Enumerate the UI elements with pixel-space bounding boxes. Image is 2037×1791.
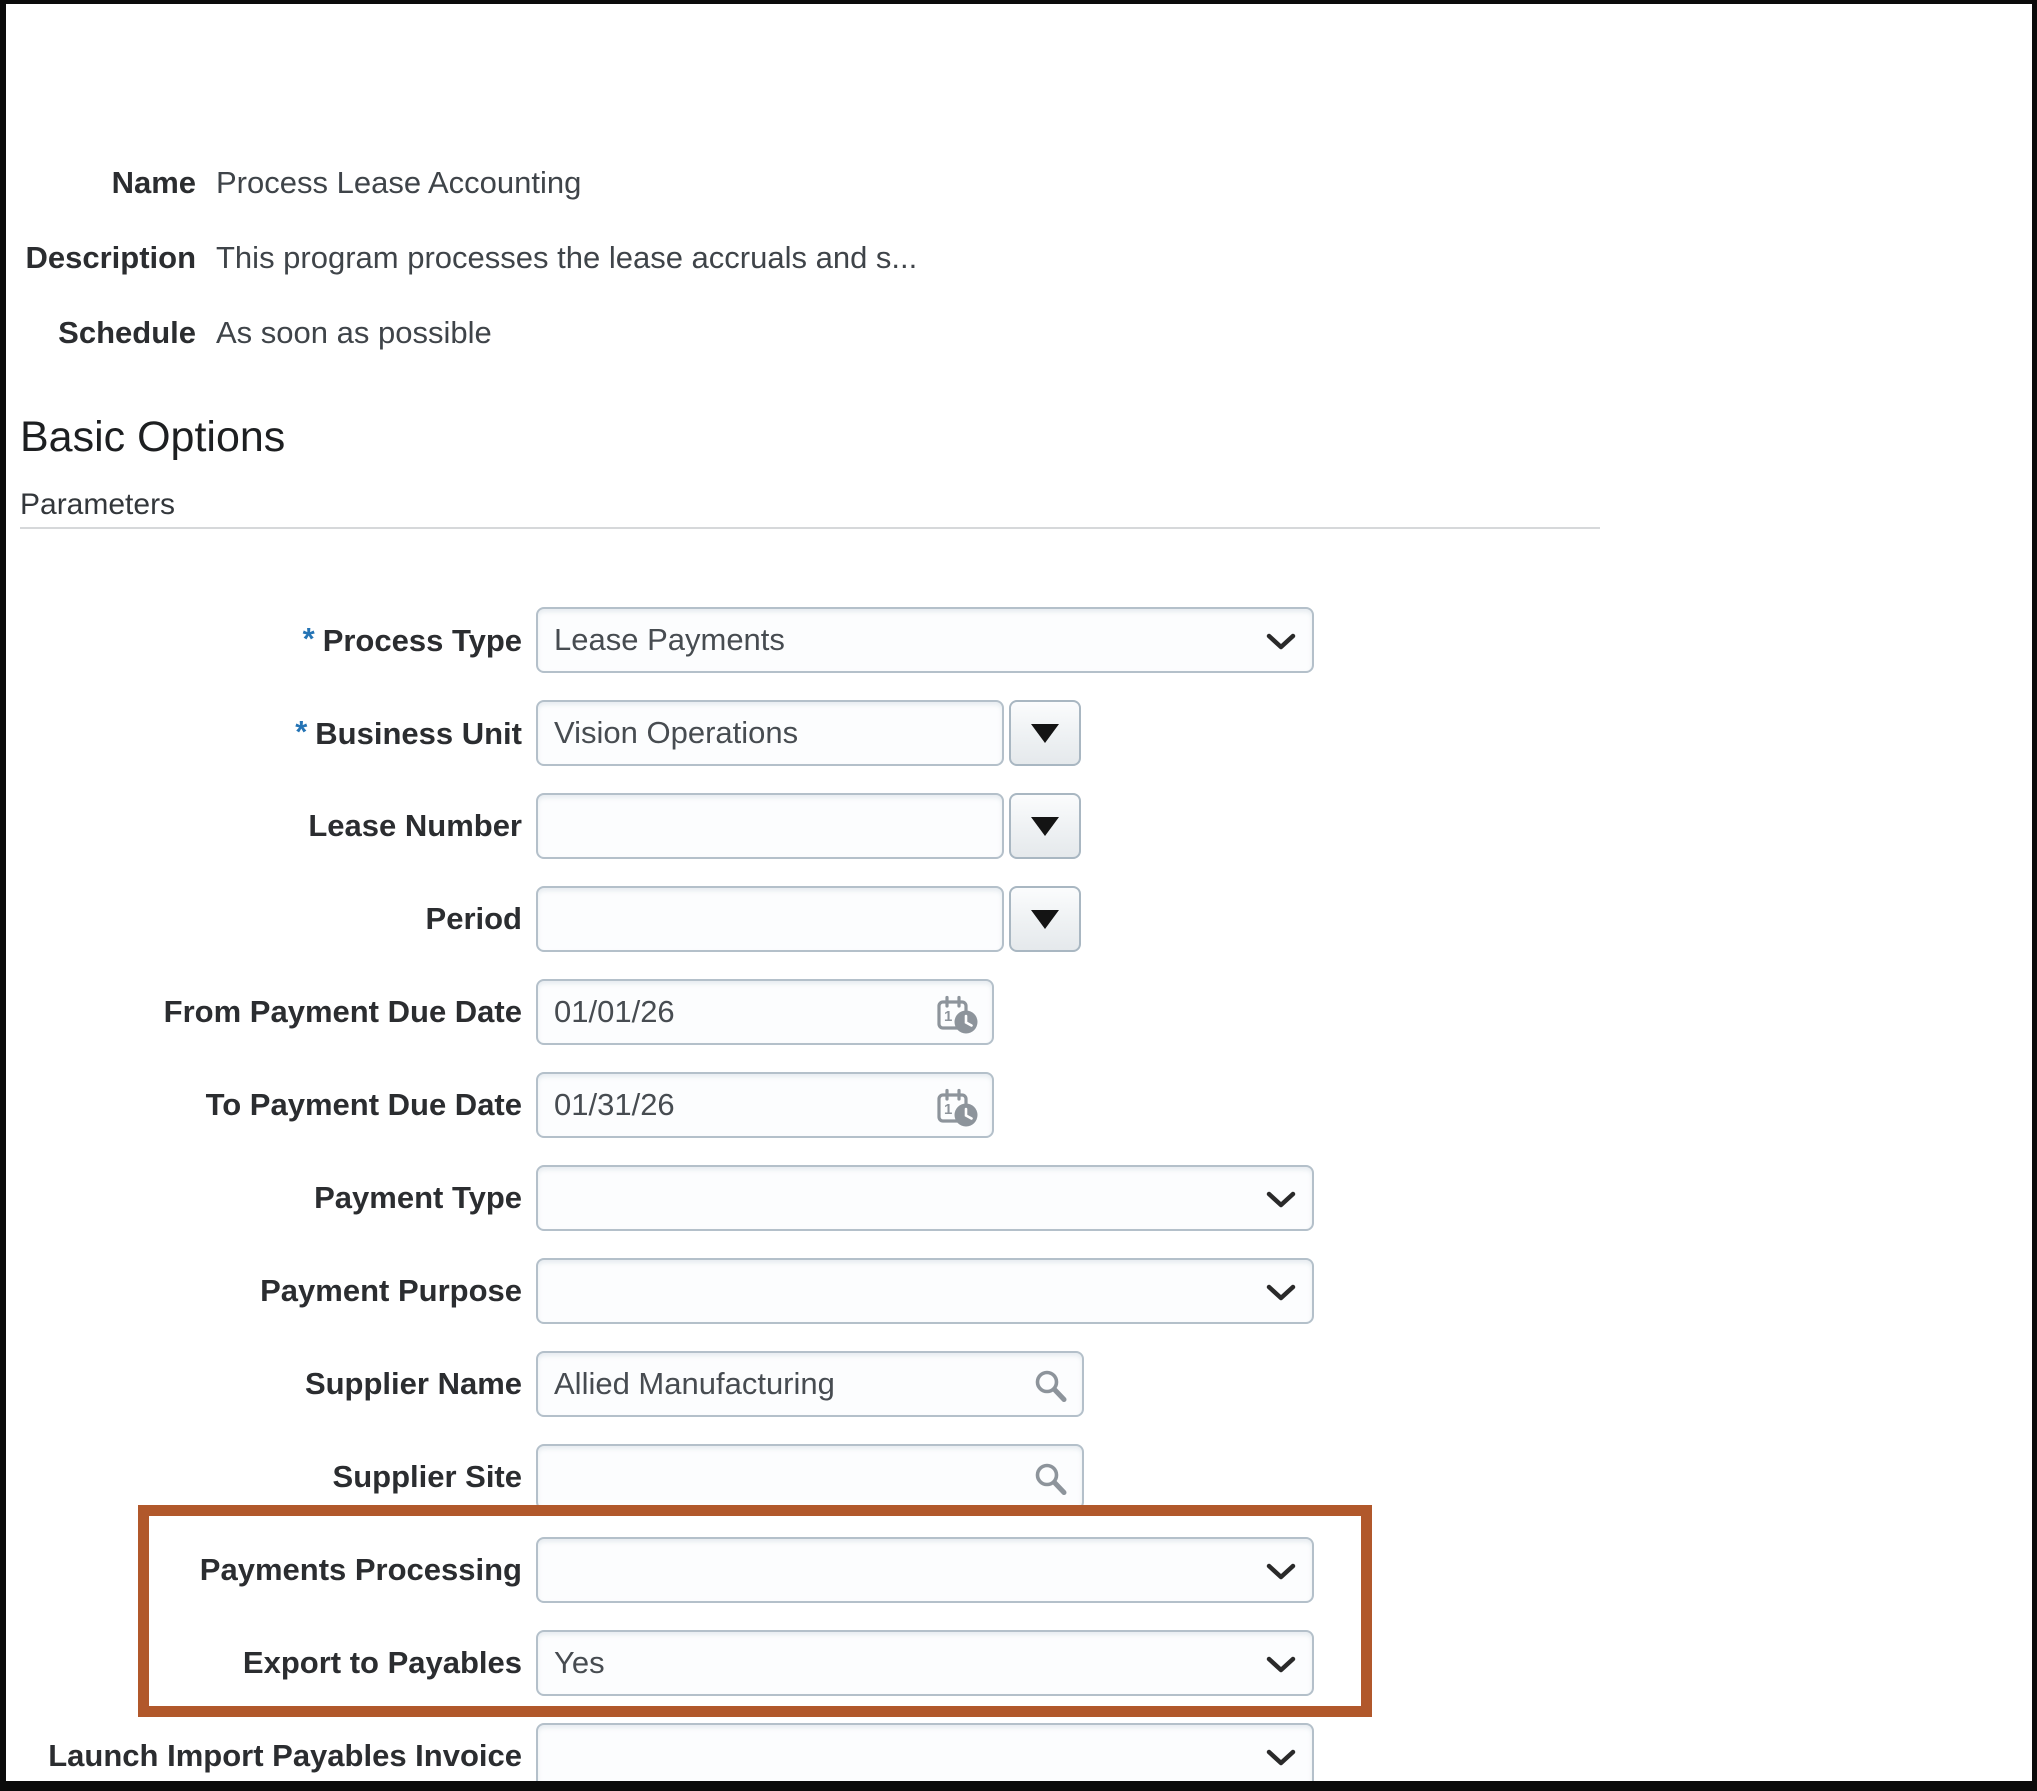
business-unit-label [0,714,522,752]
supplier-site-input[interactable] [536,1444,1084,1510]
to-payment-due-date-label [0,1087,522,1123]
launch-import-payables-invoice-label [0,1738,522,1774]
field-value: 01/31/26 [554,1087,675,1122]
svg-text:1: 1 [944,1008,953,1025]
parameters-divider [20,527,1600,529]
parameters-subheading: Parameters [20,488,176,521]
field-label-text: Payments Processing [199,1552,522,1587]
field-value: Vision Operations [554,715,799,750]
field-label-text: Supplier Name [304,1366,522,1401]
chevron-down-icon [1266,1191,1296,1209]
calendar-date-picker-icon[interactable] [936,1087,980,1129]
field-row-export-to-payables [0,1630,1314,1696]
field-value: Lease Payments [554,622,785,657]
field-row-to-payment-due-date [0,1072,994,1138]
search-icon[interactable] [1032,1368,1070,1406]
chevron-down-icon [1266,1749,1296,1767]
to-payment-due-date-input[interactable] [536,1072,994,1138]
schedule-label: Schedule [58,315,196,350]
field-label-text: Period [425,901,522,936]
field-row-launch-import-payables-invoice [0,1723,1314,1789]
from-payment-due-date-input[interactable] [536,979,994,1045]
field-label-text: Payment Type [314,1180,522,1215]
launch-import-payables-invoice-select[interactable] [536,1723,1314,1789]
summary-row-description [0,240,917,276]
field-label-text: Payment Purpose [260,1273,522,1308]
supplier-name-label [0,1366,522,1402]
payments-processing-label [0,1552,522,1588]
description-value: This program processes the lease accruals and s... [216,240,918,275]
business-unit-input[interactable] [536,700,1004,766]
search-icon[interactable] [1032,1461,1070,1499]
triangle-down-icon [1031,910,1059,929]
field-label-text: Launch Import Payables Invoice [48,1738,522,1773]
field-label-text: Supplier Site [332,1459,522,1494]
field-label-text: Process Type [322,623,522,658]
process-type-select[interactable] [536,607,1314,673]
business-unit-dropdown-button[interactable] [1009,700,1081,766]
process-type-label [0,621,522,659]
calendar-date-picker-icon[interactable] [936,994,980,1036]
field-label-text: To Payment Due Date [205,1087,522,1122]
field-row-period [0,886,1081,952]
field-row-payment-type [0,1165,1314,1231]
chevron-down-icon [1266,1656,1296,1674]
chevron-down-icon [1266,1563,1296,1581]
field-row-supplier-site [0,1444,1084,1510]
from-payment-due-date-label [0,994,522,1030]
field-row-business-unit [0,700,1081,766]
payment-type-label [0,1180,522,1216]
triangle-down-icon [1031,817,1059,836]
lease-number-label [0,808,522,844]
svg-text:1: 1 [944,1101,953,1118]
field-row-from-payment-due-date [0,979,994,1045]
description-label: Description [25,240,196,275]
supplier-name-input[interactable] [536,1351,1084,1417]
field-row-payments-processing [0,1537,1314,1603]
field-row-supplier-name [0,1351,1084,1417]
supplier-site-label [0,1459,522,1495]
export-to-payables-label [0,1645,522,1681]
field-label-text: Lease Number [308,808,522,843]
basic-options-heading: Basic Options [20,413,286,461]
field-value: Yes [554,1645,605,1680]
field-label-text: Export to Payables [242,1645,522,1680]
field-row-lease-number [0,793,1081,859]
payment-type-select[interactable] [536,1165,1314,1231]
field-value: Allied Manufacturing [554,1366,835,1401]
required-marker: * [295,714,308,749]
payment-purpose-select[interactable] [536,1258,1314,1324]
required-marker: * [302,621,315,656]
lease-number-dropdown-button[interactable] [1009,793,1081,859]
name-value: Process Lease Accounting [216,165,582,200]
field-label-text: From Payment Due Date [163,994,522,1029]
export-to-payables-select[interactable] [536,1630,1314,1696]
period-label [0,901,522,937]
field-row-payment-purpose [0,1258,1314,1324]
payment-purpose-label [0,1273,522,1309]
period-input[interactable] [536,886,1004,952]
name-label: Name [111,165,196,200]
period-dropdown-button[interactable] [1009,886,1081,952]
payments-processing-select[interactable] [536,1537,1314,1603]
summary-row-name [0,165,581,201]
field-value: 01/01/26 [554,994,675,1029]
field-label-text: Business Unit [315,716,522,751]
schedule-value: As soon as possible [216,315,492,350]
chevron-down-icon [1266,633,1296,651]
triangle-down-icon [1031,724,1059,743]
summary-row-schedule [0,315,492,351]
lease-number-input[interactable] [536,793,1004,859]
field-row-process-type [0,607,1314,673]
chevron-down-icon [1266,1284,1296,1302]
